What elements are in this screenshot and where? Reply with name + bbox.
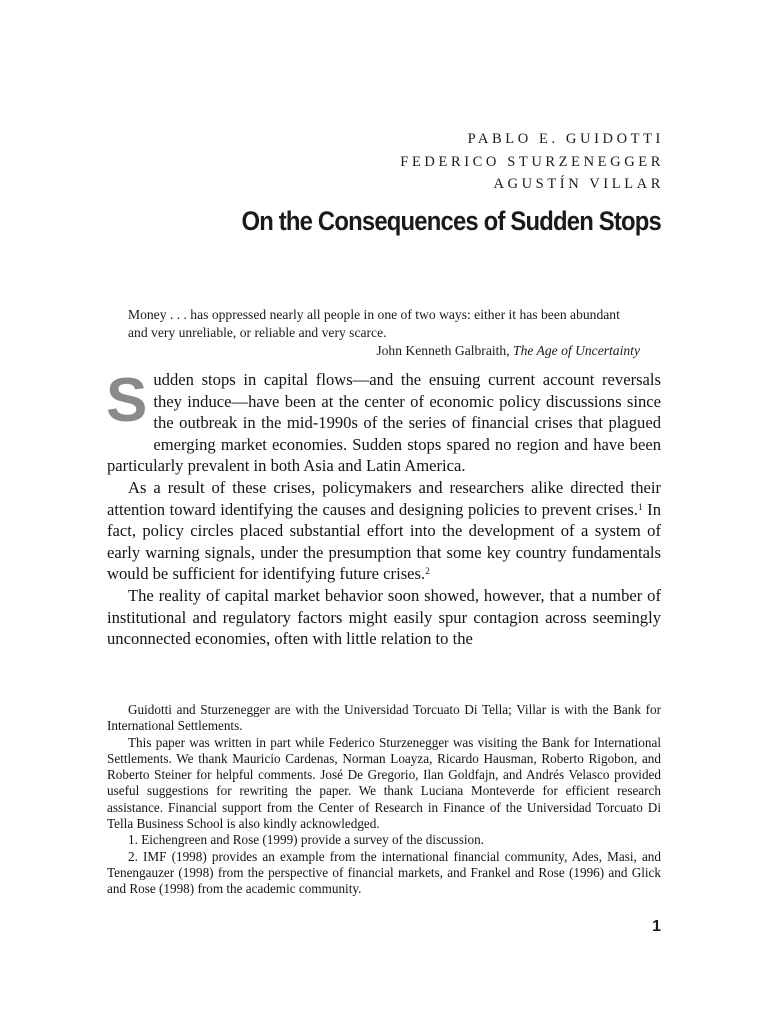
paragraph [106, 366, 661, 477]
paper-title: On the Consequences of Sudden Stops [241, 206, 661, 236]
footnote: 2. IMF (1998) provides an example from the international financial community, Ades, Masi, and Tenengauzer (1998) from the perspective of financial markets, and Frankel and Rose (1996) and Glick and Rose (1998) from the academic community. [107, 848, 661, 897]
drop-cap: S [106, 366, 148, 435]
footnote-acknowledgments: This paper was written in part while Federico Sturzenegger was visiting the Bank for International Settlements. We thank Mauricio Cardenas, Norman Loayza, Ricardo Hausman, Roberto Rigobon, and Roberto Steiner for helpful comments. José De Gregorio, Ilan Goldfajn, and Andrés Velasco provided useful suggestions for rewriting the paper. We thank Luciana Monteverde for efficient research assistance. Financial support from the Center of Research in Finance of the Universidad Torcuato Di Tella Business School is also kindly acknowledged. [107, 734, 661, 832]
footnote-ref: 2 [425, 567, 430, 578]
paragraph-text: In fact, policy circles placed substantial effort into the development of a system of early warning signals, under the presumption that some key country fundamentals would be sufficient for identifying future crises. [107, 499, 661, 584]
author-list [107, 128, 664, 196]
footnote-affiliation: Guidotti and Sturzenegger are with the Universidad Torcuato Di Tella; Villar is with the Bank for International Settlements. [107, 702, 661, 734]
body-text [106, 366, 661, 650]
paragraph [107, 477, 661, 585]
footnote: 1. Eichengreen and Rose (1999) provide a survey of the discussion. [128, 832, 484, 848]
author-name: AGUSTÍN VILLAR [493, 176, 664, 192]
paragraph-text: udden stops in capital flows—and the ensuing current account reversals they induce—have been at the center of economic policy discussions since the outbreak in the mid-1990s of the series of financial crises that plagued emerging market economies. Sudden stops spared no region and have been particularly prevalent in both Asia and Latin America. [107, 370, 661, 476]
footnotes [107, 702, 661, 898]
epigraph-work: The Age of Uncertainty [513, 343, 640, 358]
footnote-ref: 1 [637, 502, 643, 513]
paragraph-text: As a result of these crises, policymakers and researchers alike directed their attention toward identifying the causes and designing policies to prevent crises. [107, 477, 661, 519]
epigraph-attribution [128, 342, 640, 360]
page-number: 1 [652, 918, 661, 935]
author-name: PABLO E. GUIDOTTI [467, 131, 664, 147]
epigraph-author: John Kenneth Galbraith, [376, 343, 514, 358]
epigraph [128, 306, 640, 360]
paragraph: The reality of capital market behavior soon showed, however, that a number of institutional and regulatory factors might easily spur contagion across seemingly unconnected economies, often with little relation to the [107, 585, 661, 649]
author-name: FEDERICO STURZENEGGER [400, 153, 664, 170]
epigraph-quote: Money . . . has oppressed nearly all people in one of two ways: either it has been abundant and very unreliable, or reliable and very scarce. [128, 307, 620, 340]
